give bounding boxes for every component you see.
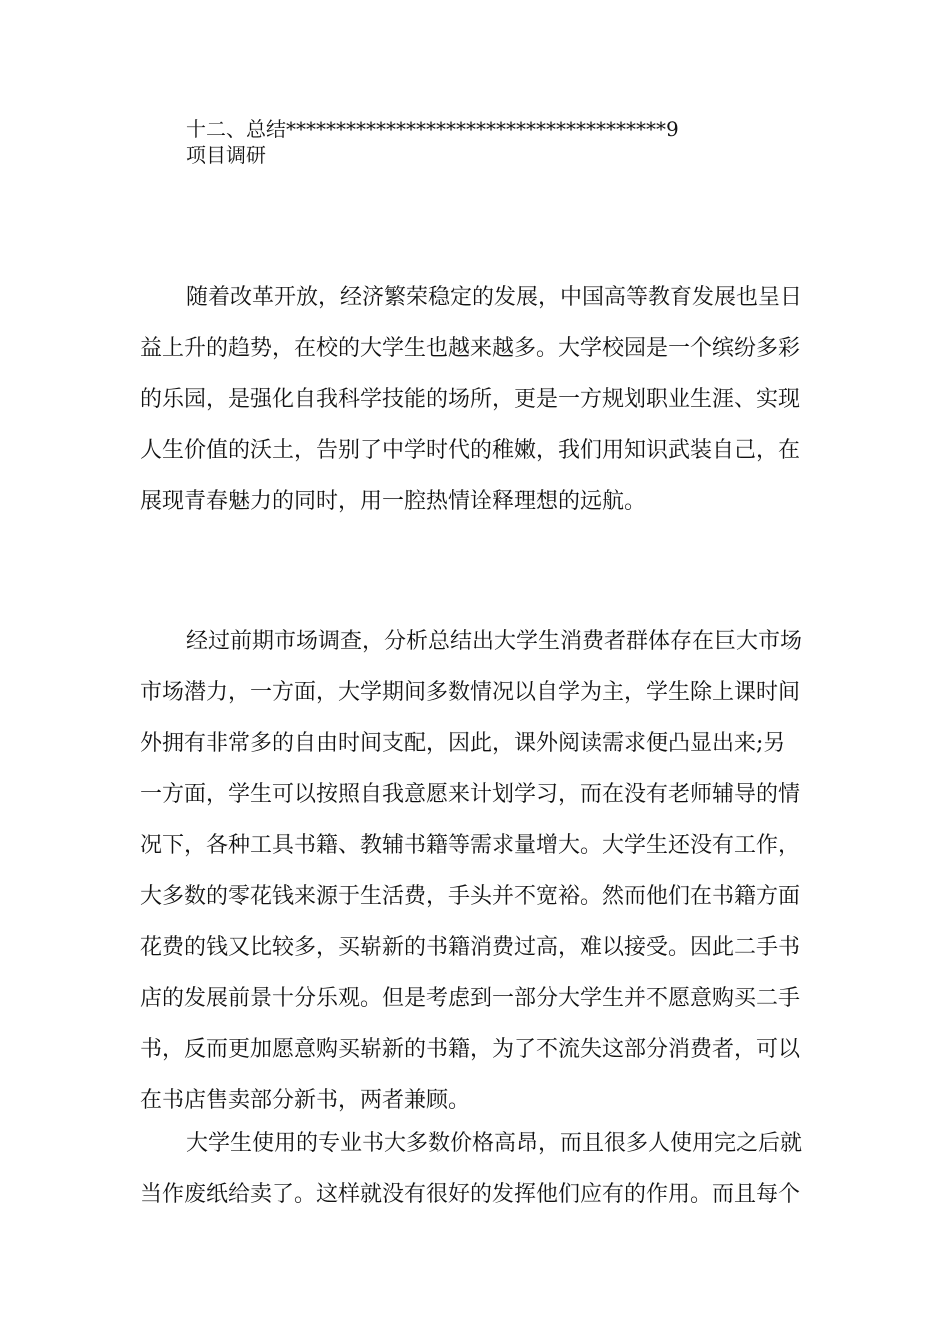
paragraph-line: 人生价值的沃土，告别了中学时代的稚嫩，我们用知识武装自己，在 [140,438,801,463]
section-title: 项目调研 [186,143,266,167]
paragraph-line: 书，反而更加愿意购买崭新的书籍，为了不流失这部分消费者，可以 [140,1037,801,1062]
paragraph-line: 当作废纸给卖了。这样就没有很好的发挥他们应有的作用。而且每个 [140,1182,801,1207]
paragraph-line: 况下，各种工具书籍、教辅书籍等需求量增大。大学生还没有工作， [140,833,801,858]
paragraph-line: 花费的钱又比较多，买崭新的书籍消费过高，难以接受。因此二手书 [140,935,801,960]
paragraph-line: 外拥有非常多的自由时间支配，因此，课外阅读需求便凸显出来;另 [140,731,786,756]
paragraph-line: 的乐园，是强化自我科学技能的场所，更是一方规划职业生涯、实现 [140,387,801,412]
paragraph-market-research [140,616,840,1126]
paragraph-line: 市场潜力，一方面，大学期间多数情况以自学为主，学生除上课时间 [140,680,801,705]
paragraph-line: 经过前期市场调查，分析总结出大学生消费者群体存在巨大市场 [186,629,803,654]
paragraph-line: 一方面，学生可以按照自我意愿来计划学习，而在没有老师辅导的情 [140,782,801,807]
paragraph-line: 大多数的零花钱来源于生活费，手头并不宽裕。然而他们在书籍方面 [140,884,801,909]
paragraph-line: 随着改革开放，经济繁荣稳定的发展，中国高等教育发展也呈日 [186,285,803,310]
paragraph-line: 在书店售卖部分新书，两者兼顾。 [140,1088,471,1113]
paragraph-textbooks [140,1118,840,1220]
paragraph-line: 展现青春魅力的同时，用一腔热情诠释理想的远航。 [140,489,647,514]
paragraph-line: 大学生使用的专业书大多数价格高昂，而且很多人使用完之后就 [186,1131,803,1156]
toc-entry-summary: 十二、总结**************************************9 [186,117,679,141]
paragraph-line: 益上升的趋势，在校的大学生也越来越多。大学校园是一个缤纷多彩 [140,336,801,361]
paragraph-intro [140,272,840,527]
paragraph-line: 店的发展前景十分乐观。但是考虑到一部分大学生并不愿意购买二手 [140,986,801,1011]
